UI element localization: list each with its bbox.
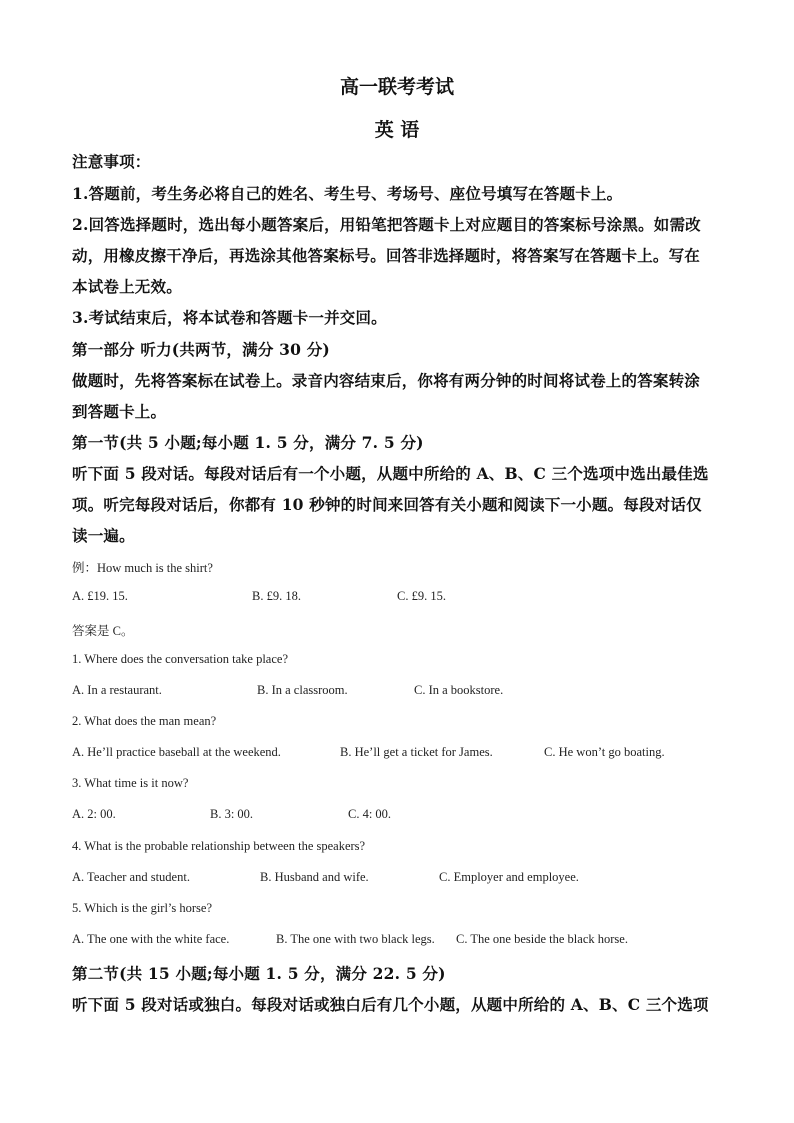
exam-subject: 英 语	[374, 119, 420, 141]
q1-option-a: A. In a restaurant.	[72, 683, 162, 697]
question-5: 5. Which is the girl’s horse?	[72, 901, 213, 915]
q4-option-c: C. Employer and employee.	[439, 870, 579, 884]
q3-option-a: A. 2: 00.	[72, 807, 116, 821]
section2-heading: 第二节(共 15 小题;每小题 1. 5 分，满分 22. 5 分)	[72, 964, 446, 983]
q4-option-a: A. Teacher and student.	[72, 870, 190, 884]
q3-option-b: B. 3: 00.	[210, 807, 254, 821]
question-3: 3. What time is it now?	[72, 776, 189, 790]
notice-item: 1.答题前，考生务必将自己的姓名、考生号、考场号、座位号填写在答题卡上。	[72, 184, 623, 203]
section2-instruction: 听下面 5 段对话或独白。每段对话或独白后有几个小题，从题中所给的 A、B、C 三个选项	[72, 995, 709, 1014]
notice-item: 动，用橡皮擦干净后，再选涂其他答案标号。回答非选择题时，将答案写在答题卡上。写在	[72, 246, 701, 265]
q5-option-c: C. The one beside the black horse.	[456, 932, 628, 946]
q4-option-b: B. Husband and wife.	[260, 870, 369, 884]
example-option-c: C. £9. 15.	[397, 589, 446, 603]
question-1: 1. Where does the conversation take place?	[72, 652, 288, 666]
q1-option-c: C. In a bookstore.	[414, 683, 504, 697]
part1-heading: 第一部分 听力(共两节，满分 30 分)	[72, 340, 330, 359]
part1-instruction: 到答题卡上。	[72, 402, 167, 421]
q2-option-b: B. He’ll get a ticket for James.	[340, 745, 493, 759]
example-answer: 答案是 C。	[72, 624, 134, 638]
question-2: 2. What does the man mean?	[72, 714, 217, 728]
notice-item: 2.回答选择题时，选出每小题答案后，用铅笔把答题卡上对应题目的答案标号涂黑。如需改	[72, 215, 701, 234]
exam-title: 高一联考考试	[339, 76, 454, 98]
notice-heading: 注意事项：	[72, 152, 151, 171]
question-4: 4. What is the probable relationship between the speakers?	[72, 839, 366, 853]
q2-option-a: A. He’ll practice baseball at the weekend.	[72, 745, 281, 759]
q5-option-a: A. The one with the white face.	[72, 932, 230, 946]
notice-item: 本试卷上无效。	[72, 277, 182, 296]
section1-instruction: 读一遍。	[72, 526, 135, 545]
q1-option-b: B. In a classroom.	[257, 683, 348, 697]
example-option-a: A. £19. 15.	[72, 589, 128, 603]
section1-heading: 第一节(共 5 小题;每小题 1. 5 分，满分 7. 5 分)	[72, 433, 424, 452]
example-question: 例：How much is the shirt?	[72, 561, 213, 575]
q2-option-c: C. He won’t go boating.	[544, 745, 665, 759]
section1-instruction: 听下面 5 段对话。每段对话后有一个小题，从题中所给的 A、B、C 三个选项中选出最佳选	[72, 464, 709, 483]
part1-instruction: 做题时，先将答案标在试卷上。录音内容结束后，你将有两分钟的时间将试卷上的答案转涂	[72, 371, 701, 390]
q5-option-b: B. The one with two black legs.	[276, 932, 435, 946]
notice-item: 3.考试结束后，将本试卷和答题卡一并交回。	[72, 308, 387, 327]
q3-option-c: C. 4: 00.	[348, 807, 392, 821]
example-option-b: B. £9. 18.	[252, 589, 301, 603]
section1-instruction: 项。听完每段对话后，你都有 10 秒钟的时间来回答有关小题和阅读下一小题。每段对话仅	[72, 495, 702, 514]
